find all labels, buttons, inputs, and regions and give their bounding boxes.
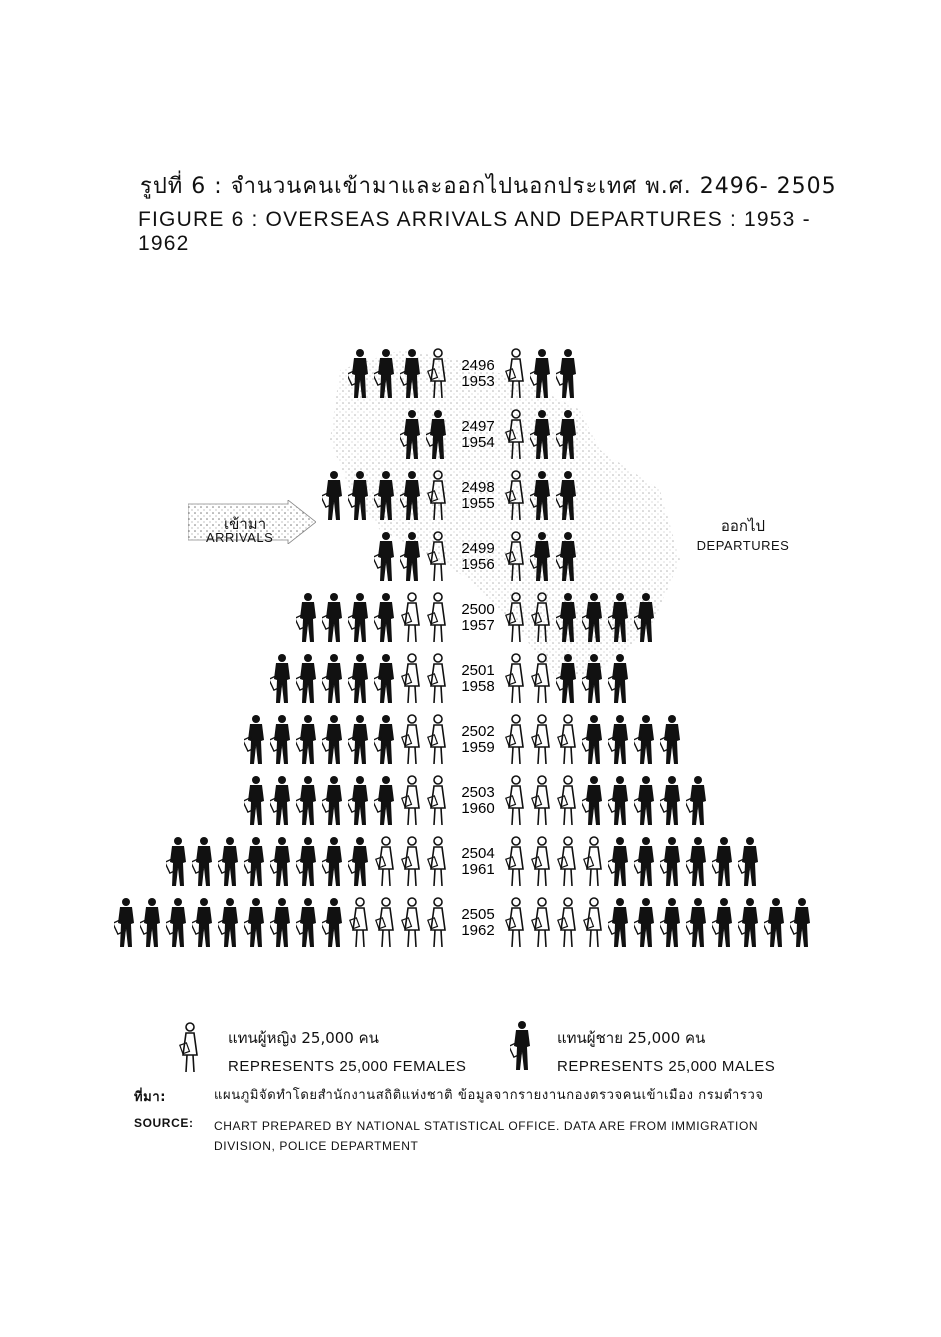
year-label-be: 2497	[461, 418, 495, 435]
female-figure-icon	[428, 837, 445, 886]
year-label-be: 2504	[461, 845, 495, 862]
female-figure-icon	[402, 837, 419, 886]
male-figure-icon	[321, 776, 342, 825]
arrivals-label-english: ARRIVALS	[206, 530, 274, 545]
year-label-ce: 1959	[461, 739, 495, 756]
female-figure-icon	[506, 654, 523, 703]
male-figure-icon	[295, 593, 316, 642]
year-label-ce: 1953	[461, 373, 495, 390]
male-figure-icon	[243, 898, 264, 947]
source-english-label: SOURCE:	[134, 1116, 194, 1130]
male-figure-icon	[269, 654, 290, 703]
male-figure-icon	[295, 776, 316, 825]
male-figure-icon	[243, 776, 264, 825]
female-figure-icon	[558, 837, 575, 886]
female-figure-icon	[428, 776, 445, 825]
male-figure-icon	[269, 776, 290, 825]
female-figure-icon	[532, 898, 549, 947]
year-label-be: 2499	[461, 540, 495, 557]
female-figure-icon	[428, 715, 445, 764]
legend-female-english: REPRESENTS 25,000 FEMALES	[228, 1058, 467, 1075]
chart-title-thai: รูปที่ 6 : จำนวนคนเข้ามาและออกไปนอกประเทศ พ.ศ. 2496- 2505	[140, 174, 837, 199]
male-figure-icon	[321, 898, 342, 947]
year-label-ce: 1958	[461, 678, 495, 695]
year-label-be: 2505	[461, 906, 495, 923]
departures-label-thai: ออกไป	[720, 517, 766, 535]
female-figure-icon	[350, 898, 367, 947]
year-label-ce: 1961	[461, 861, 495, 878]
male-figure-icon	[191, 837, 212, 886]
male-figure-icon	[633, 776, 654, 825]
male-figure-icon	[217, 898, 238, 947]
female-figure-icon	[532, 776, 549, 825]
male-figure-icon	[373, 532, 394, 581]
male-figure-icon	[373, 715, 394, 764]
male-figure-icon	[555, 349, 576, 398]
female-figure-icon	[402, 898, 419, 947]
female-figure-icon	[584, 837, 601, 886]
male-figure-icon	[633, 715, 654, 764]
male-figure-icon	[347, 776, 368, 825]
female-figure-icon	[402, 776, 419, 825]
male-figure-icon	[347, 593, 368, 642]
departures-label	[688, 514, 798, 553]
year-label-ce: 1955	[461, 495, 495, 512]
year-label-be: 2496	[461, 357, 495, 374]
female-figure-icon	[506, 898, 523, 947]
year-label-be: 2500	[461, 601, 495, 618]
year-label-be: 2498	[461, 479, 495, 496]
year-label-ce: 1957	[461, 617, 495, 634]
year-label-ce: 1962	[461, 922, 495, 939]
male-figure-icon	[607, 776, 628, 825]
male-figure-icon	[373, 776, 394, 825]
male-figure-icon	[321, 654, 342, 703]
male-figure-icon	[789, 898, 810, 947]
female-figure-icon	[558, 776, 575, 825]
female-figure-icon	[428, 898, 445, 947]
male-figure-icon	[321, 715, 342, 764]
male-figure-icon	[659, 837, 680, 886]
legend-female	[228, 1026, 466, 1075]
male-figure-icon	[347, 654, 368, 703]
male-figure-icon	[139, 898, 160, 947]
male-figure-icon	[321, 593, 342, 642]
female-figure-icon	[178, 1022, 202, 1074]
year-label-be: 2502	[461, 723, 495, 740]
male-figure-icon	[243, 837, 264, 886]
male-figure-icon	[685, 776, 706, 825]
male-figure-icon	[607, 898, 628, 947]
male-figure-icon	[659, 898, 680, 947]
arrivals-label	[188, 500, 316, 544]
male-figure-icon	[737, 837, 758, 886]
arrivals-label-thai: เข้ามา	[224, 515, 267, 533]
male-figure-icon	[269, 898, 290, 947]
female-figure-icon	[532, 715, 549, 764]
male-figure-icon	[269, 837, 290, 886]
male-figure-icon	[607, 837, 628, 886]
chart-title-english: FIGURE 6 : OVERSEAS ARRIVALS AND DEPARTURES : 1953 - 1962	[138, 208, 811, 255]
source-thai-label: ที่มา:	[134, 1090, 167, 1105]
male-figure-icon	[633, 898, 654, 947]
source-english-text: CHART PREPARED BY NATIONAL STATISTICAL OFFICE. DATA ARE FROM IMMIGRATION DIVISION, POLICE DEPARTMENT	[214, 1119, 759, 1153]
male-figure-icon	[165, 898, 186, 947]
female-figure-icon	[402, 715, 419, 764]
year-label-be: 2501	[461, 662, 495, 679]
female-figure-icon	[558, 898, 575, 947]
male-figure-icon	[607, 715, 628, 764]
year-label-ce: 1954	[461, 434, 495, 451]
year-label-ce: 1960	[461, 800, 495, 817]
male-figure-icon	[295, 898, 316, 947]
male-figure-icon	[165, 837, 186, 886]
male-figure-icon	[659, 776, 680, 825]
male-figure-icon	[269, 715, 290, 764]
female-figure-icon	[428, 654, 445, 703]
male-figure-icon	[321, 837, 342, 886]
male-figure-icon	[633, 837, 654, 886]
pictogram-chart	[0, 330, 941, 1000]
year-label-ce: 1956	[461, 556, 495, 573]
male-figure-icon	[347, 715, 368, 764]
male-figure-icon	[737, 898, 758, 947]
female-figure-icon	[506, 715, 523, 764]
male-figure-icon	[217, 837, 238, 886]
female-figure-icon	[428, 593, 445, 642]
male-figure-icon	[295, 715, 316, 764]
departures-label-english: DEPARTURES	[696, 538, 790, 553]
female-figure-icon	[532, 837, 549, 886]
male-figure-icon	[685, 898, 706, 947]
male-figure-icon	[373, 593, 394, 642]
female-figure-icon	[376, 898, 393, 947]
female-figure-icon	[506, 837, 523, 886]
legend-male-thai: แทนผู้ชาย 25,000 คน	[557, 1029, 706, 1047]
female-figure-icon	[584, 898, 601, 947]
year-label-be: 2503	[461, 784, 495, 801]
female-figure-icon	[402, 593, 419, 642]
male-figure-icon	[113, 898, 134, 947]
male-figure-icon	[711, 837, 732, 886]
male-figure-icon	[295, 654, 316, 703]
male-figure-icon	[243, 715, 264, 764]
legend-female-thai: แทนผู้หญิง 25,000 คน	[228, 1029, 379, 1047]
male-figure-icon	[321, 471, 342, 520]
male-figure-icon	[510, 1020, 534, 1072]
male-figure-icon	[685, 837, 706, 886]
male-figure-icon	[711, 898, 732, 947]
male-figure-icon	[373, 654, 394, 703]
male-figure-icon	[295, 837, 316, 886]
male-figure-icon	[581, 776, 602, 825]
male-figure-icon	[347, 837, 368, 886]
male-figure-icon	[659, 715, 680, 764]
male-figure-icon	[581, 715, 602, 764]
source-thai-text: แผนภูมิจัดทำโดยสำนักงานสถิติแห่งชาติ ข้อมูลจากรายงานกองตรวจคนเข้าเมือง กรมตำรวจ	[214, 1088, 764, 1103]
female-figure-icon	[558, 715, 575, 764]
male-figure-icon	[191, 898, 212, 947]
female-figure-icon	[376, 837, 393, 886]
male-figure-icon	[763, 898, 784, 947]
female-figure-icon	[506, 776, 523, 825]
female-figure-icon	[402, 654, 419, 703]
legend-male-english: REPRESENTS 25,000 MALES	[557, 1058, 776, 1075]
legend-male	[557, 1026, 775, 1075]
